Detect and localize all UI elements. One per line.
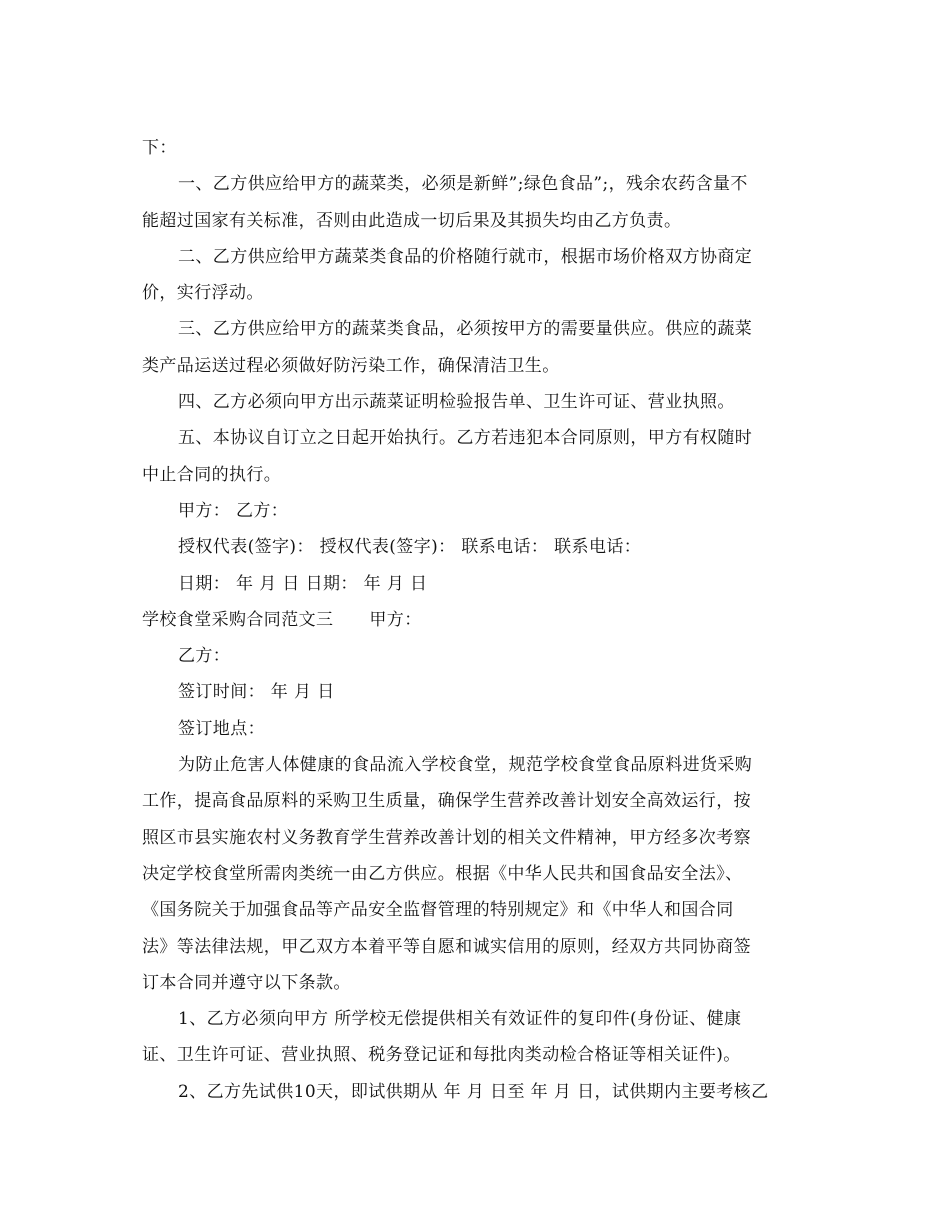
term-1-line: 1、乙方必须向甲方 所学校无偿提供相关有效证件的复印件(身份证、健康 [178, 1009, 742, 1030]
term-2-line: 2、乙方先试供10天，即试供期从 年 月 日至 年 月 日，试供期内主要考核乙 [178, 1081, 769, 1102]
clause-3-line: 三、乙方供应给甲方的蔬菜类食品，必须按甲方的需要量供应。供应的蔬菜 [178, 319, 753, 340]
clause-2-line: 二、乙方供应给甲方蔬菜类食品的价格随行就市，根据市场价格双方协商定 [178, 246, 753, 267]
parties-line: 甲方： 乙方： [178, 500, 289, 521]
text-line: 《国务院关于加强食品等产品安全监督管理的特别规定》和《中华人和国合同 [142, 900, 734, 921]
party-a-label: 甲方： [369, 609, 422, 630]
text-line: 工作，提高食品原料的采购卫生质量，确保学生营养改善计划安全高效运行，按 [142, 791, 751, 812]
text-line: 能超过国家有关标准，否则由此造成一切后果及其损失均由乙方负责。 [142, 210, 682, 231]
signing-time-line: 签订时间： 年 月 日 [178, 682, 335, 703]
document-body [142, 130, 807, 1110]
section-heading: 学校食堂采购合同范文三 [142, 609, 334, 630]
section-heading-line [142, 602, 807, 638]
text-line: 类产品运送过程必须做好防污染工作，确保清洁卫生。 [142, 355, 560, 376]
text-line: 中止合同的执行。 [142, 464, 282, 485]
clause-5-line: 五、本协议自订立之日起开始执行。乙方若违犯本合同原则，甲方有权随时 [178, 428, 753, 449]
clause-1-line: 一、乙方供应给甲方的蔬菜类，必须是新鲜”;绿色食品”;，残余农药含量不 [178, 174, 748, 195]
party-b-label: 乙方： [178, 646, 231, 667]
clause-4-line: 四、乙方必须向甲方出示蔬菜证明检验报告单、卫生许可证、营业执照。 [178, 392, 735, 413]
preamble-line: 为防止危害人体健康的食品流入学校食堂，规范学校食堂食品原料进货采购 [178, 755, 753, 776]
signing-place-line: 签订地点： [178, 718, 265, 739]
text-line: 下： [142, 138, 177, 158]
text-line: 法》等法律法规，甲乙双方本着平等自愿和诚实信用的原则，经双方共同协商签 [142, 936, 751, 957]
text-line: 证、卫生许可证、营业执照、税务登记证和每批肉类动检合格证等相关证件)。 [142, 1045, 741, 1066]
text-line: 决定学校食堂所需肉类统一由乙方供应。根据《中华人民共和国食品安全法》、 [142, 863, 743, 884]
text-line: 价，实行浮动。 [142, 283, 264, 304]
text-line: 照区市县实施农村义务教育学生营养改善计划的相关文件精神，甲方经多次考察 [142, 827, 751, 848]
text-line: 订本合同并遵守以下条款。 [142, 972, 351, 993]
date-line: 日期： 年 月 日 日期： 年 月 日 [178, 573, 428, 594]
signature-line: 授权代表(签字)： 授权代表(签字)： 联系电话： 联系电话： [178, 537, 642, 558]
